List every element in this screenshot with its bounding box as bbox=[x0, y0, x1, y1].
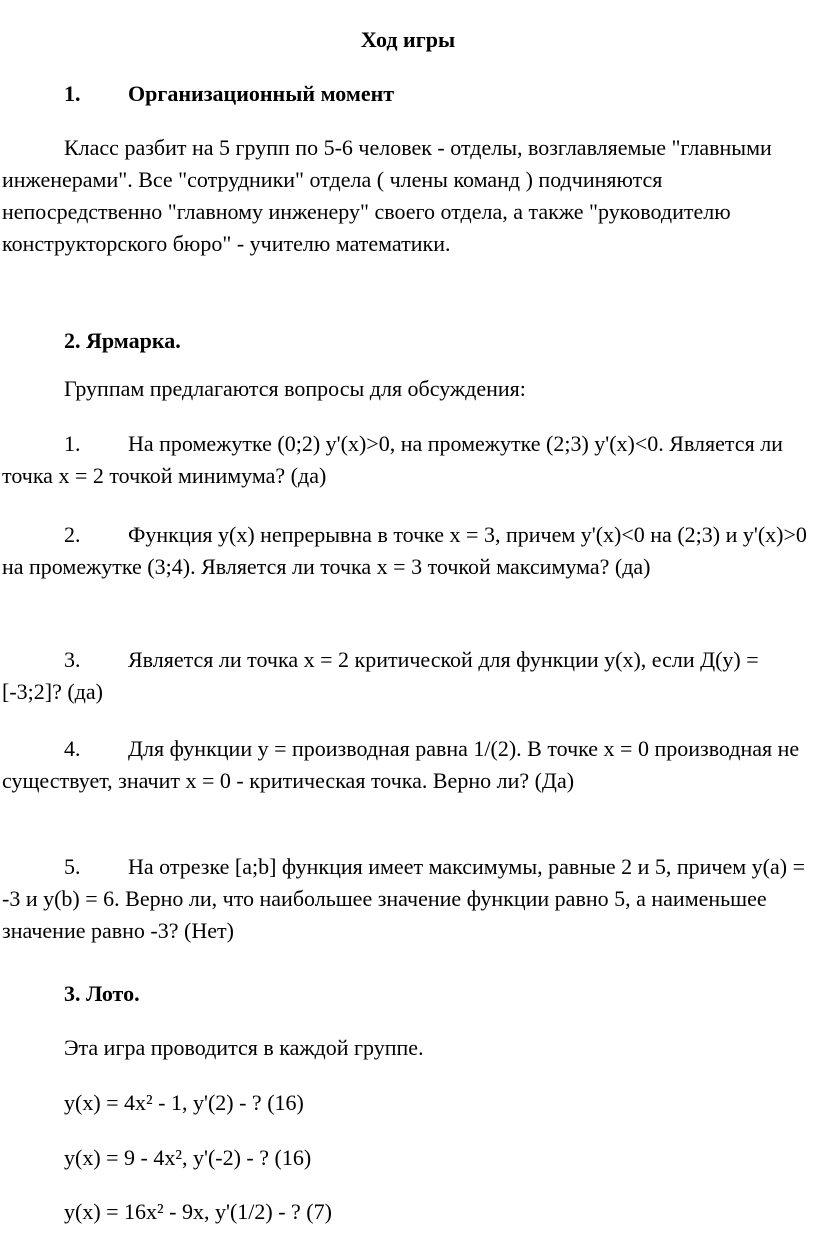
question-number: 4. bbox=[64, 736, 81, 761]
question-text: Для функции y = производная равна 1/(2). В точке x = 0 производная не существует, значит x = 0 - критическая точка. Верно ли? (Да) bbox=[2, 736, 800, 793]
section-heading-lotto: 3. Лото. bbox=[64, 981, 140, 1006]
section-heading-organizational bbox=[64, 80, 394, 108]
question-item bbox=[2, 519, 814, 583]
question-item bbox=[2, 428, 814, 492]
section-intro-fair: Группам предлагаются вопросы для обсуждения: bbox=[64, 376, 526, 401]
question-text: На отрезке [a;b] функция имеет максимумы, равные 2 и 5, причем y(a) = -3 и y(b) = 6. Верно ли, что наибольшее значение функции равно 5, а наименьшее значение равно -3? (Нет) bbox=[2, 854, 805, 943]
section-heading-text: Организационный момент bbox=[128, 81, 395, 106]
question-text: Является ли точка x = 2 критической для функции y(x), если Д(y) = [-3;2]? (да) bbox=[2, 647, 759, 704]
lotto-task: y(x) = 9 - 4x², y'(-2) - ? (16) bbox=[64, 1145, 312, 1170]
section-paragraph-organizational: Класс разбит на 5 групп по 5-6 человек - отделы, возглавляемые "главными инженерами". Все "сотрудники" отдела ( члены команд ) подчиняются непосредственно "главному инженеру" своего отдела, а также "руководителю конструкторского бюро" - учителю математики. bbox=[2, 135, 772, 256]
question-text: Функция y(x) непрерывна в точке x = 3, причем y'(x)<0 на (2;3) и y'(x)>0 на промежутке (3;4). Является ли точка x = 3 точкой максимума? (да) bbox=[2, 522, 807, 579]
lotto-task: y(x) = 16x² - 9x, y'(1/2) - ? (7) bbox=[64, 1199, 332, 1224]
question-item bbox=[2, 851, 814, 947]
section-intro-lotto: Эта игра проводится в каждой группе. bbox=[64, 1035, 424, 1060]
document-title: Ход игры bbox=[360, 27, 456, 52]
question-text: На промежутке (0;2) y'(x)>0, на промежутке (2;3) y'(x)<0. Является ли точка x = 2 точкой минимума? (да) bbox=[2, 431, 783, 488]
lotto-task: y(x) = 4x² - 1, y'(2) - ? (16) bbox=[64, 1090, 304, 1115]
question-number: 3. bbox=[64, 647, 81, 672]
section-number: 1. bbox=[64, 81, 81, 106]
question-number: 1. bbox=[64, 431, 81, 456]
section-heading-fair: 2. Ярмарка. bbox=[64, 328, 181, 353]
question-number: 5. bbox=[64, 854, 81, 879]
question-number: 2. bbox=[64, 522, 81, 547]
question-item bbox=[2, 733, 814, 797]
question-item bbox=[2, 644, 814, 708]
